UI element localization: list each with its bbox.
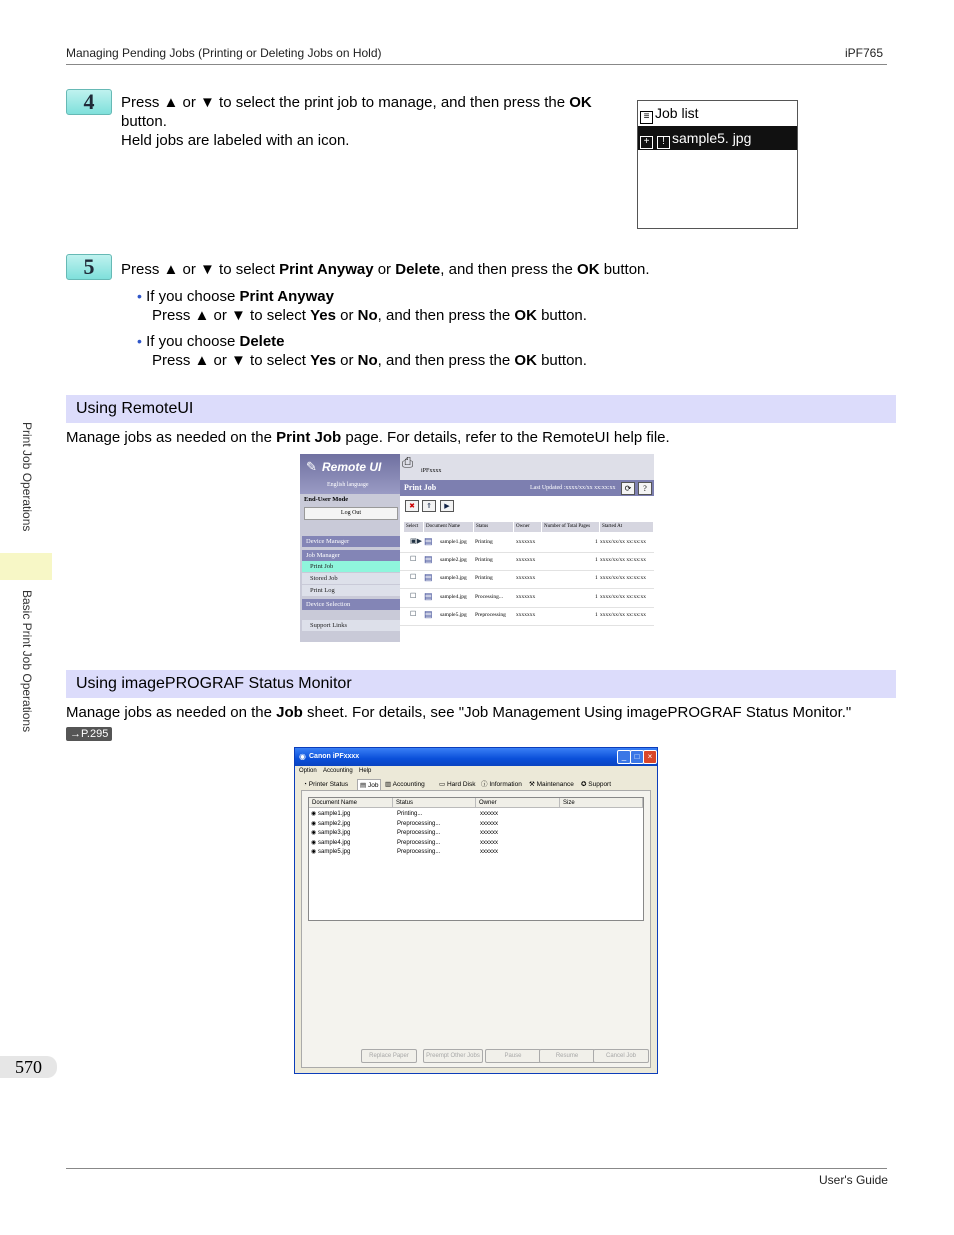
bullet-dot-icon: • (137, 333, 142, 349)
remoteui-cell-owner: xxxxxxx (516, 611, 536, 618)
footer-rule (66, 1168, 887, 1169)
remoteui-col-started: Started At (600, 522, 654, 532)
cell-status: Printing... (397, 811, 423, 817)
side-tab-section-label: Basic Print Job Operations (20, 590, 34, 733)
bullet-p3: button. (536, 307, 587, 324)
bullet-ok: OK (514, 352, 537, 369)
remoteui-cell-started: xxxx/xx/xx xx:xx:xx (600, 593, 646, 600)
remoteui-sidebar (300, 454, 400, 642)
remoteui-nav-support-links[interactable]: Support Links (302, 620, 400, 631)
move-to-top-icon[interactable]: ⇑ (422, 500, 436, 512)
job-status-icon: ◉ (311, 830, 317, 837)
side-tab-chapter (0, 400, 52, 550)
bullet-p2: , and then press the (377, 307, 515, 324)
step-4-text (121, 93, 621, 150)
cell-document-name: sample4.jpg (318, 839, 351, 846)
tab-label: Support (588, 781, 612, 788)
section-title: Using RemoteUI (76, 400, 194, 417)
remoteui-col-select: Select (404, 522, 424, 532)
page-number: 570 (0, 1056, 57, 1078)
remoteui-cell-status: Processing... (475, 593, 503, 600)
remoteui-cell-status: Printing (475, 539, 493, 545)
lcd-title-row (638, 101, 797, 125)
remoteui-cell-pages: 1 (595, 539, 598, 545)
remoteui-logo-icon: ✎ (306, 459, 317, 474)
step-4-line1: Press ▲ or ▼ to select the print job to manage, and then press the (121, 94, 570, 111)
lcd-job-list-panel (637, 100, 798, 229)
job-status-icon: ◉ (311, 849, 317, 856)
tab-label: Hard Disk (446, 781, 476, 788)
selected-checkbox-icon[interactable]: ▣▶ (410, 537, 422, 545)
page-reference-link[interactable] (66, 724, 112, 742)
information-icon: ⓘ (481, 781, 488, 788)
menu-accounting[interactable]: Accounting (323, 768, 353, 774)
remoteui-logo-text: Remote UI (322, 460, 382, 474)
remoteui-nav-print-log[interactable]: Print Log (302, 585, 400, 596)
bullet-delete (137, 332, 587, 370)
section-bold: Print Job (276, 429, 342, 446)
bullet-p1: Press ▲ or ▼ to select (152, 307, 311, 324)
step-4-ok: OK (569, 94, 592, 111)
step-5-t1: Press ▲ or ▼ to select (121, 261, 280, 278)
col-owner[interactable]: Owner (476, 798, 560, 808)
remoteui-cell-name: sample3.jpg (440, 575, 467, 582)
remoteui-nav-job-manager[interactable]: Job Manager (302, 550, 400, 561)
section-status-monitor-heading (66, 670, 896, 698)
document-icon: ▤ (424, 554, 433, 565)
cell-document-name: sample5.jpg (318, 849, 351, 856)
section-t2: sheet. For details, see "Job Management Using imagePROGRAF Status Monitor." (302, 704, 852, 721)
step-5-number: 5 (66, 254, 112, 280)
remoteui-col-document: Document Name (424, 522, 474, 532)
page-reference-label: →P.295 (66, 727, 112, 741)
lcd-title: Job list (655, 105, 699, 121)
tab-label: Job (367, 782, 379, 789)
remoteui-cell-started: xxxx/xx/xx xx:xx:xx (600, 611, 646, 618)
section-remoteui-heading (66, 395, 896, 423)
footer-guide: User's Guide (819, 1173, 888, 1187)
cell-status: Preprocessing... (397, 849, 441, 856)
bullet-ok: OK (514, 307, 537, 324)
side-tab-marker (0, 553, 52, 580)
col-document-name[interactable]: Document Name (309, 798, 393, 808)
side-tab-chapter-label: Print Job Operations (20, 422, 34, 532)
remoteui-cell-owner: xxxxxxx (516, 575, 536, 582)
remoteui-logout-button[interactable]: Log Out (304, 507, 398, 520)
document-icon: ▤ (424, 572, 433, 583)
bullet-print-anyway (137, 287, 587, 325)
cell-owner: xxxxxx (480, 849, 498, 856)
remoteui-topbar (400, 454, 654, 480)
step-5-ok: OK (577, 261, 600, 278)
remoteui-cell-name: sample4.jpg (440, 593, 467, 600)
cancel-job-button[interactable]: Cancel Job (593, 1049, 649, 1063)
status-monitor-menubar (295, 766, 657, 776)
cell-owner: xxxxxx (480, 811, 498, 817)
delete-job-icon[interactable]: ✖ (405, 500, 419, 512)
expand-icon: + (640, 136, 653, 149)
remoteui-language: English language (327, 482, 369, 488)
bullet-p2: , and then press the (377, 352, 515, 369)
job-status-icon: ◉ (311, 820, 317, 827)
remoteui-cell-pages: 1 (595, 557, 598, 564)
document-icon: ▤ (424, 536, 433, 546)
section-status-monitor-text (66, 703, 851, 722)
running-header-title: Managing Pending Jobs (Printing or Deleting Jobs on Hold) (66, 46, 382, 60)
checkbox-icon[interactable]: ☐ (410, 609, 417, 618)
remoteui-cell-status: Printing (475, 557, 493, 564)
remoteui-nav-device-manager[interactable]: Device Manager (302, 536, 400, 547)
job-list-row[interactable] (309, 829, 643, 839)
col-size[interactable]: Size (560, 798, 643, 808)
bullet-no: No (357, 352, 378, 369)
step-4-number: 4 (66, 89, 112, 115)
resume-button[interactable]: Resume (539, 1049, 595, 1063)
remoteui-print-job-bar (400, 480, 654, 496)
remoteui-cell-status: Preprocessing (475, 611, 506, 618)
step-5-text (121, 260, 650, 279)
held-job-icon: ! (657, 136, 670, 149)
bullet-lead: If you choose (146, 288, 240, 305)
job-list-row[interactable] (309, 820, 643, 830)
bullet-or: or (335, 352, 358, 369)
cell-document-name: sample1.jpg (318, 811, 351, 817)
remoteui-last-updated: Last Updated :xxxx/xx/xx xx:xx:xx (530, 485, 616, 491)
remoteui-cell-name: sample5.jpg (440, 611, 467, 618)
remoteui-col-status: Status (474, 522, 514, 532)
refresh-icon[interactable]: ⟳ (621, 482, 635, 495)
cell-status: Preprocessing... (397, 830, 441, 837)
remoteui-job-row[interactable] (400, 607, 654, 626)
bullet-yes: Yes (310, 307, 336, 324)
remoteui-cell-pages: 1 (595, 575, 598, 582)
section-t1: Manage jobs as needed on the (66, 429, 277, 446)
status-monitor-titlebar (295, 748, 657, 766)
side-tab-section (0, 580, 52, 760)
remoteui-col-owner: Owner (514, 522, 542, 532)
checkbox-icon[interactable]: ☐ (410, 591, 417, 600)
section-bold: Job (276, 704, 303, 721)
job-list-icon: ≡ (640, 111, 653, 124)
remoteui-screenshot (300, 454, 654, 642)
replace-paper-button[interactable]: Replace Paper (361, 1049, 417, 1063)
cell-document-name: sample2.jpg (318, 820, 351, 827)
step-5-t3: , and then press the (440, 261, 578, 278)
step-4-line3: Held jobs are labeled with an icon. (121, 132, 350, 149)
remoteui-cell-name: sample2.jpg (440, 557, 467, 564)
cell-owner: xxxxxx (480, 839, 498, 846)
checkbox-icon[interactable]: ☐ (410, 573, 417, 582)
remoteui-cell-owner: xxxxxxx (516, 557, 536, 564)
cell-document-name: sample3.jpg (318, 830, 351, 837)
remoteui-cell-owner: xxxxxxx (516, 593, 536, 600)
tab-label: Maintenance (536, 781, 574, 788)
close-icon[interactable]: × (643, 750, 657, 764)
support-icon: ✪ (581, 781, 587, 788)
menu-help[interactable]: Help (359, 768, 372, 774)
maintenance-icon: ⚒ (529, 781, 535, 788)
checkbox-icon[interactable]: ☐ (410, 555, 417, 564)
document-icon: ▤ (424, 590, 433, 601)
section-t2: page. For details, refer to the RemoteUI help file. (341, 429, 670, 446)
job-status-icon: ◉ (311, 811, 317, 817)
cell-owner: xxxxxx (480, 830, 498, 837)
remoteui-cell-pages: 1 (595, 611, 598, 618)
remoteui-col-pages: Number of Total Pages (542, 522, 600, 532)
step-4-line2: button. (121, 113, 167, 130)
bullet-lead-bold: Print Anyway (239, 288, 334, 305)
remoteui-nav-print-job[interactable]: Print Job (302, 561, 400, 572)
lcd-job-name: sample5. jpg (672, 130, 752, 146)
accounting-icon: ▥ (385, 781, 392, 788)
remoteui-job-row[interactable] (400, 534, 654, 553)
job-list-row[interactable] (309, 848, 643, 858)
section-t1: Manage jobs as needed on the (66, 704, 277, 721)
tab-label: Information (489, 781, 522, 788)
running-header-model: iPF765 (845, 46, 884, 60)
help-icon[interactable]: ? (638, 482, 652, 495)
bullet-yes: Yes (310, 352, 336, 369)
bullet-p1: Press ▲ or ▼ to select (152, 352, 311, 369)
step-5-t2: or (373, 261, 396, 278)
remoteui-cell-started: xxxx/xx/xx xx:xx:xx (600, 575, 646, 582)
remoteui-logo (300, 454, 400, 494)
cell-status: Preprocessing... (397, 839, 441, 846)
tab-label: Accounting (392, 781, 425, 788)
remoteui-job-row[interactable] (400, 589, 654, 608)
remoteui-model: iPFxxxx (421, 468, 442, 474)
minimize-icon[interactable]: _ (617, 750, 631, 764)
remoteui-cell-status: Printing (475, 575, 493, 582)
bullet-no: No (357, 307, 378, 324)
section-remoteui-text (66, 428, 670, 447)
remoteui-cell-owner: xxxxxxx (516, 539, 536, 545)
app-icon: ◉ (299, 752, 306, 761)
status-monitor-screenshot (294, 747, 658, 1074)
preempt-other-jobs-button[interactable]: Preempt Other Jobs (423, 1049, 483, 1063)
job-list (308, 797, 644, 921)
printer-status-icon: ◔ (303, 781, 307, 788)
bullet-or: or (335, 307, 358, 324)
bullet-p3: button. (536, 352, 587, 369)
remoteui-job-row[interactable] (400, 552, 654, 571)
step-5-print-anyway: Print Anyway (279, 261, 374, 278)
remoteui-cell-started: xxxx/xx/xx xx:xx:xx (600, 539, 646, 545)
tab-label: Printer Status (308, 781, 349, 788)
header-rule (66, 64, 887, 65)
maximize-icon[interactable]: □ (630, 750, 644, 764)
step-5-t4: button. (599, 261, 650, 278)
hard-disk-icon: ▭ (439, 781, 446, 788)
bullet-lead: If you choose (146, 333, 240, 350)
cell-status: Preprocessing... (397, 820, 441, 827)
cell-owner: xxxxxx (480, 820, 498, 827)
printer-icon: ⎙ (402, 456, 414, 471)
remoteui-job-row[interactable] (400, 570, 654, 589)
document-icon: ▤ (424, 608, 433, 619)
remoteui-page-title: Print Job (404, 483, 437, 492)
remoteui-cell-started: xxxx/xx/xx xx:xx:xx (600, 557, 646, 564)
remoteui-cell-pages: 1 (595, 593, 598, 600)
pause-button[interactable]: Pause (485, 1049, 541, 1063)
job-list-row[interactable] (309, 839, 643, 849)
col-status[interactable]: Status (393, 798, 476, 808)
lcd-selected-job (638, 126, 797, 150)
menu-option[interactable]: Option (299, 768, 317, 774)
job-icon: ▤ (360, 782, 367, 789)
bullet-lead-bold: Delete (239, 333, 285, 350)
remoteui-mode: End-User Mode (304, 496, 349, 503)
remoteui-nav-device-selection[interactable]: Device Selection (302, 599, 400, 610)
job-status-icon: ◉ (311, 839, 317, 846)
step-5-delete: Delete (395, 261, 441, 278)
bullet-dot-icon: • (137, 288, 142, 304)
remoteui-cell-name: sample1.jpg (440, 539, 467, 545)
section-title: Using imagePROGRAF Status Monitor (76, 675, 352, 692)
status-monitor-title: Canon iPFxxxx (309, 753, 360, 760)
remoteui-nav-stored-job[interactable]: Stored Job (302, 573, 400, 584)
job-list-row[interactable] (309, 810, 643, 820)
resume-job-icon[interactable]: ▶ (440, 500, 454, 512)
remoteui-content (400, 454, 654, 642)
